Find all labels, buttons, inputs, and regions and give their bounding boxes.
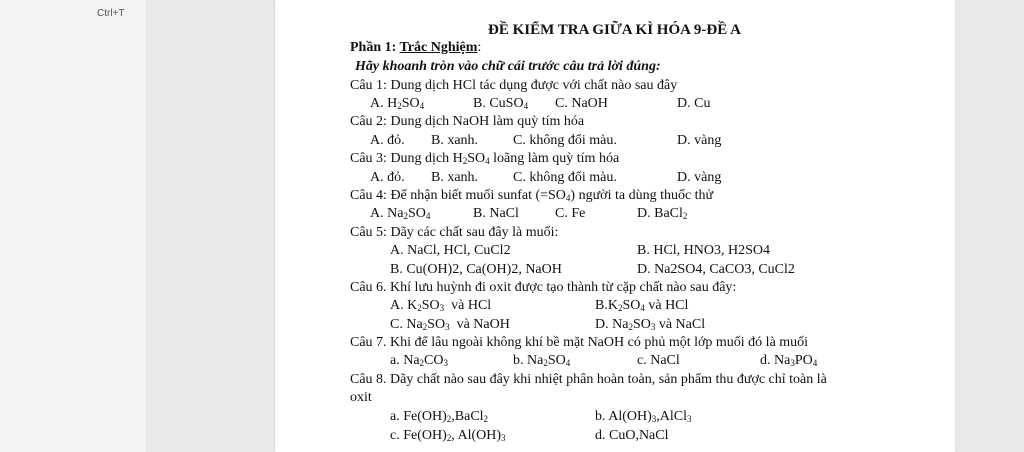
q8-option-b: b. $Al(OH)_3,AlCl_3$ — [595, 409, 692, 424]
q1-option-c: C. NaOH — [555, 96, 608, 111]
q1-option-d: D. Cu — [677, 96, 711, 111]
question-6: Câu 6. Khí lưu huỳnh đi oxit được tạo thành từ cặp chất nào sau đây: — [350, 280, 737, 295]
right-gutter — [956, 0, 1024, 452]
left-gutter — [147, 0, 275, 452]
question-8-cont: oxit — [350, 390, 372, 405]
q5-option-c: B. Cu(OH)2, Ca(OH)2, NaOH — [390, 262, 562, 277]
question-2: Câu 2: Dung dịch NaOH làm quỳ tím hóa — [350, 114, 585, 129]
q3-option-b: B. xanh. — [431, 170, 479, 185]
q8-option-a: a. $Fe(OH)_2,BaCl_2$ — [390, 409, 489, 424]
question-7: Câu 7. Khi để lâu ngoài không khí bề mặt NaOH có phủ một lớp muối đó là muối — [350, 335, 809, 350]
shortcut-hint: Ctrl+T — [97, 8, 125, 19]
q5-option-d: D. Na2SO4, CaCO3, CuCl2 — [637, 262, 795, 277]
q2-option-a: A. đỏ. — [370, 133, 405, 148]
question-4: Câu 4: Để nhận biết muối sunfat $(=SO_4)$ người ta dùng thuốc thử — [350, 188, 714, 203]
q1-option-b: B. CuSO$_4$ — [473, 96, 529, 111]
q3-option-d: D. vàng — [677, 170, 722, 185]
q6-option-c: C. $Na_2SO_3$ và NaOH — [390, 317, 510, 332]
q7-option-b: b. $Na_2SO_4$ — [513, 353, 571, 368]
q2-option-b: B. xanh. — [431, 133, 479, 148]
q1-option-a: A. $H_2SO_4$ — [370, 96, 425, 111]
q4-option-c: C. Fe — [555, 206, 586, 221]
question-5: Câu 5: Dãy các chất sau đây là muối: — [350, 225, 559, 240]
doc-title: ĐỀ KIỂM TRA GIỮA KÌ HÓA 9-ĐỀ A — [488, 22, 741, 38]
q4-option-d: D. BaCl$_2$ — [637, 206, 688, 221]
part-heading: Phần 1: Trắc Nghiệm: — [350, 40, 482, 55]
document-page — [275, 0, 955, 452]
q8-option-d: d. CuO,NaCl — [595, 428, 669, 443]
q7-option-d: d. $Na_3PO_4$ — [760, 353, 818, 368]
q5-option-b: B. HCl, HNO3, H2SO4 — [637, 243, 771, 258]
question-8: Câu 8. Dãy chất nào sau đây khi nhiệt phân hoàn toàn, sản phẩm thu được chỉ toàn là — [350, 372, 827, 387]
q6-option-b: $B.K_2SO_4$ và HCl — [595, 298, 689, 313]
q8-option-c: c. $Fe(OH)_2$, $Al(OH)_3$ — [390, 428, 506, 443]
q3-option-a: A. đỏ. — [370, 170, 405, 185]
q6-option-d: D. $Na_2SO_3$ và NaCl — [595, 317, 706, 332]
q3-option-c: C. không đổi màu. — [513, 170, 617, 185]
q4-option-b: B. NaCl — [473, 206, 519, 221]
q4-option-a: A. $Na_2SO_4$ — [370, 206, 431, 221]
question-3: Câu 3: Dung dịch $H_2SO_4$ loãng làm quỳ tím hóa — [350, 151, 620, 166]
question-1: Câu 1: Dung dịch HCl tác dụng được với chất nào sau đây — [350, 78, 678, 93]
q2-option-c: C. không đổi màu. — [513, 133, 617, 148]
q7-option-c: c. NaCl — [637, 353, 680, 368]
q6-option-a: A. $K_2SO_3$ và HCl — [390, 298, 492, 313]
q5-option-a: A. NaCl, HCl, CuCl2 — [390, 243, 511, 258]
instruction: Hãy khoanh tròn vào chữ cái trước câu trả lời đúng: — [355, 59, 661, 74]
q2-option-d: D. vàng — [677, 133, 722, 148]
q7-option-a: a. $Na_2CO_3$ — [390, 353, 448, 368]
left-pane — [0, 0, 147, 452]
